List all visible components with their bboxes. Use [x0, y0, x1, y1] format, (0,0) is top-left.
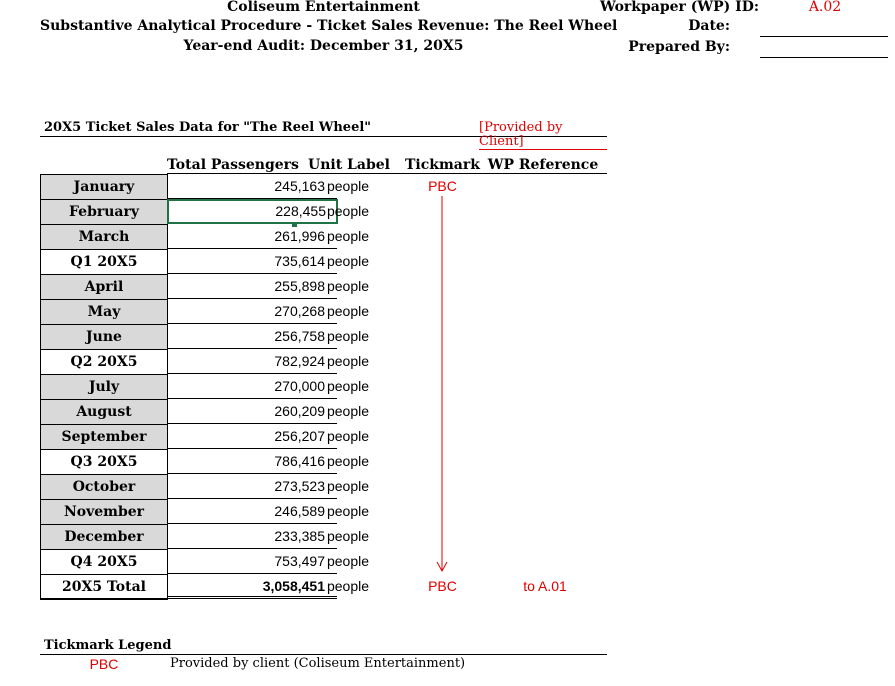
row-label[interactable]: September: [40, 424, 168, 449]
unit-label-cell[interactable]: people: [326, 503, 370, 519]
unit-label-cell[interactable]: people: [326, 578, 370, 594]
row-label[interactable]: November: [40, 499, 168, 524]
wp-id-label: Workpaper (WP) ID:: [600, 0, 760, 15]
prepared-by-label: Prepared By:: [628, 39, 730, 55]
col-total-passengers: Total Passengers: [167, 157, 299, 173]
total-passengers-cell[interactable]: 256,758: [168, 324, 337, 349]
unit-label-cell[interactable]: people: [326, 178, 370, 194]
col-wp-reference: WP Reference: [487, 157, 599, 173]
total-passengers-cell[interactable]: 256,207: [168, 424, 337, 449]
col-unit-label: Unit Label: [308, 157, 390, 173]
prepared-by-field[interactable]: [760, 41, 888, 58]
table-row: [40, 449, 607, 474]
unit-label-cell[interactable]: people: [326, 528, 370, 544]
unit-label-cell[interactable]: people: [326, 378, 370, 394]
unit-label-cell[interactable]: people: [326, 253, 370, 269]
table-row: [40, 574, 607, 599]
legend-description: Provided by client (Coliseum Entertainment): [170, 656, 466, 671]
total-passengers-cell[interactable]: 270,000: [168, 374, 337, 399]
row-label[interactable]: July: [40, 374, 168, 399]
row-label[interactable]: October: [40, 474, 168, 499]
row-label[interactable]: January: [40, 174, 168, 199]
unit-label-cell[interactable]: people: [326, 353, 370, 369]
legend-title: Tickmark Legend: [44, 638, 172, 653]
row-label[interactable]: Q4 20X5: [40, 549, 168, 574]
total-passengers-cell[interactable]: 255,898: [168, 274, 337, 299]
date-field[interactable]: [760, 20, 888, 37]
total-passengers-cell[interactable]: 260,209: [168, 399, 337, 424]
table-row: [40, 174, 607, 199]
row-label[interactable]: Q1 20X5: [40, 249, 168, 274]
total-passengers-cell[interactable]: 261,996: [168, 224, 337, 249]
row-label[interactable]: June: [40, 324, 168, 349]
table-row: [40, 199, 607, 224]
table-row: [40, 299, 607, 324]
provided-by-client-note: [Provided by Client]: [479, 121, 607, 150]
unit-label-cell[interactable]: people: [326, 228, 370, 244]
col-tickmark: Tickmark: [405, 157, 480, 173]
company-title: Coliseum Entertainment: [227, 0, 420, 15]
table-row: [40, 249, 607, 274]
table-row: [40, 349, 607, 374]
unit-label-cell[interactable]: people: [326, 278, 370, 294]
column-header-row: [167, 157, 607, 174]
tickmark-arrow: [432, 196, 454, 576]
legend-code: PBC: [89, 656, 119, 672]
wp-reference-cell[interactable]: to A.01: [523, 578, 567, 594]
total-passengers-cell[interactable]: 233,385: [168, 524, 337, 549]
unit-label-cell[interactable]: people: [326, 553, 370, 569]
total-passengers-cell[interactable]: 245,163: [168, 174, 337, 199]
total-passengers-cell[interactable]: 273,523: [168, 474, 337, 499]
unit-label-cell[interactable]: people: [326, 203, 370, 219]
table-row: [40, 424, 607, 449]
legend-bar: [40, 638, 607, 655]
total-passengers-cell[interactable]: 228,455: [167, 199, 338, 224]
row-label[interactable]: February: [40, 199, 168, 224]
total-passengers-cell[interactable]: 270,268: [168, 299, 337, 324]
row-label[interactable]: April: [40, 274, 168, 299]
unit-label-cell[interactable]: people: [326, 428, 370, 444]
row-label[interactable]: December: [40, 524, 168, 549]
unit-label-cell[interactable]: people: [326, 303, 370, 319]
table-row: [40, 224, 607, 249]
total-passengers-cell[interactable]: 782,924: [168, 349, 337, 374]
row-label[interactable]: 20X5 Total: [40, 574, 168, 600]
total-passengers-cell[interactable]: 3,058,451: [168, 574, 337, 599]
wp-id-value[interactable]: A.02: [808, 0, 842, 15]
section-heading-bar: [40, 120, 607, 149]
row-label[interactable]: Q3 20X5: [40, 449, 168, 474]
table-row: [40, 374, 607, 399]
total-passengers-cell[interactable]: 786,416: [168, 449, 337, 474]
period-title: Year-end Audit: December 31, 20X5: [183, 38, 464, 54]
table-row: [40, 324, 607, 349]
row-label[interactable]: March: [40, 224, 168, 249]
row-label[interactable]: August: [40, 399, 168, 424]
unit-label-cell[interactable]: people: [326, 403, 370, 419]
unit-label-cell[interactable]: people: [326, 328, 370, 344]
row-label[interactable]: May: [40, 299, 168, 324]
total-passengers-cell[interactable]: 246,589: [168, 499, 337, 524]
total-passengers-cell[interactable]: 753,497: [168, 549, 337, 574]
table-row: [40, 399, 607, 424]
table-row: [40, 549, 607, 574]
row-label[interactable]: Q2 20X5: [40, 349, 168, 374]
unit-label-cell[interactable]: people: [326, 453, 370, 469]
unit-label-cell[interactable]: people: [326, 478, 370, 494]
table-row: [40, 274, 607, 299]
section-title: 20X5 Ticket Sales Data for "The Reel Wheel": [44, 120, 372, 135]
tickmark-cell[interactable]: PBC: [428, 178, 457, 194]
tickmark-cell[interactable]: PBC: [428, 578, 457, 594]
date-label: Date:: [688, 18, 730, 34]
procedure-title: Substantive Analytical Procedure - Ticket Sales Revenue: The Reel Wheel: [40, 18, 618, 34]
table-row: [40, 474, 607, 499]
table-row: [40, 499, 607, 524]
table-row: [40, 524, 607, 549]
total-passengers-cell[interactable]: 735,614: [168, 249, 337, 274]
